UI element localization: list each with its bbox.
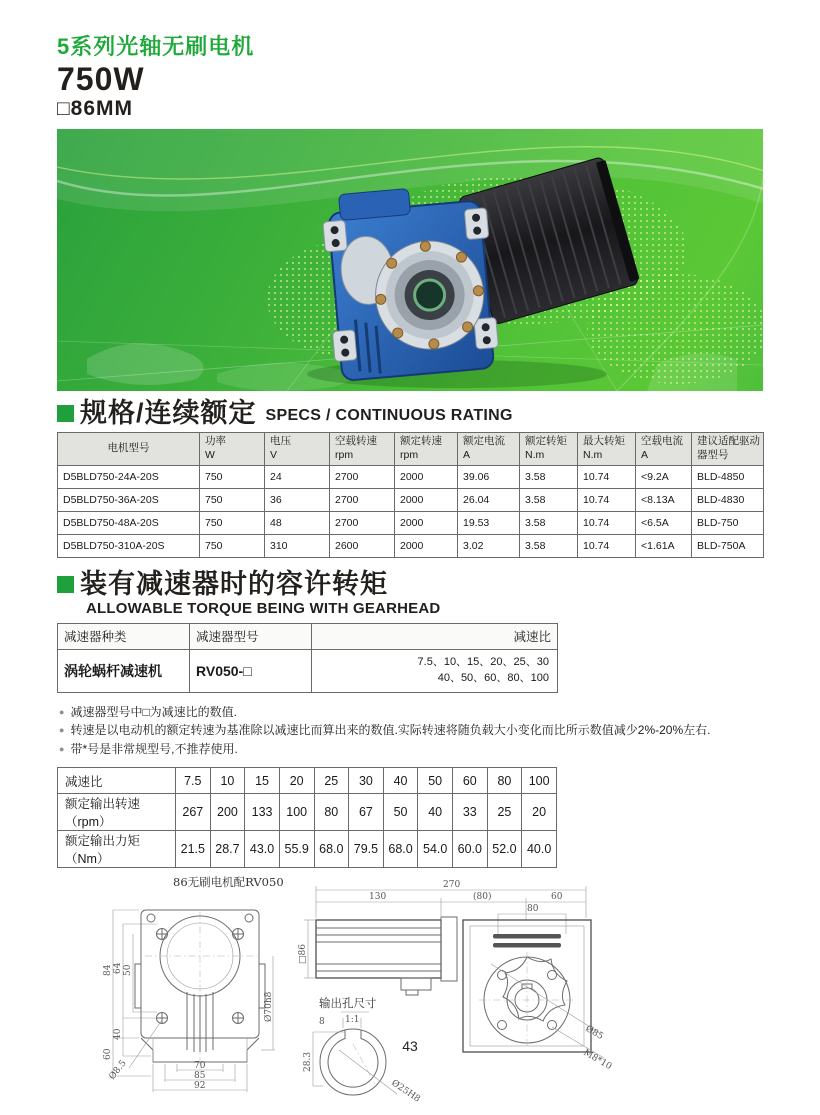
dim-70h8: Ø70h8 [264, 992, 274, 1023]
gearhead-col-type: 减速器种类 [58, 623, 190, 649]
note-text: 转速是以电动机的额定转速为基准除以减速比而算出来的数值.实际转速将随负载大小变化而比所示数值减少2%-20%左右. [70, 723, 711, 738]
ratio-table-cell: 52.0 [487, 831, 522, 868]
hero-banner [57, 129, 763, 391]
gearhead-ratios [312, 649, 558, 692]
front-view [103, 910, 275, 1092]
series-title: 5系列光轴无刷电机 [57, 34, 255, 59]
gearhead-model: RV050-□ [190, 649, 312, 692]
specs-table-cell: 39.06 [458, 465, 520, 488]
ratio-row-label: 额定输出转速（rpm） [58, 794, 176, 831]
ratio-table-cell: 30 [349, 768, 384, 794]
dim-80p: (80) [473, 892, 492, 903]
ratio-table-cell: 33 [453, 794, 488, 831]
specs-table-cell: 2000 [395, 488, 458, 511]
specs-table-cell: D5BLD750-310A-20S [58, 534, 200, 557]
specs-table-cell: 2000 [395, 465, 458, 488]
page-number: 43 [402, 1038, 418, 1054]
specs-table-row [58, 465, 764, 488]
note-text: 带*号是非常规型号,不推荐使用. [70, 741, 238, 756]
dim-8-5: Ø8.5 [107, 1058, 129, 1083]
specs-header-cell: 空载转速 rpm [330, 432, 395, 465]
ratio-table-cell: 50 [418, 768, 453, 794]
specs-table-cell: 3.58 [520, 465, 578, 488]
note-item [57, 703, 763, 722]
ratio-table-cell: 43.0 [245, 831, 280, 868]
ratio-table-cell: 100 [279, 794, 314, 831]
specs-table-cell: D5BLD750-48A-20S [58, 511, 200, 534]
dim-8: 8 [319, 1017, 325, 1028]
specs-header-cell: 最大转矩 N.m [578, 432, 636, 465]
ratios-line1: 7.5、10、15、20、25、30 [417, 655, 549, 668]
specs-table-cell: 10.74 [578, 534, 636, 557]
specs-table-cell: 3.58 [520, 488, 578, 511]
ratio-table-cell: 7.5 [176, 768, 211, 794]
specs-table-cell: <8.13A [636, 488, 692, 511]
ratio-row-label: 减速比 [58, 768, 176, 794]
gearhead-type: 涡轮蜗杆减速机 [58, 649, 190, 692]
specs-header-cell: 建议适配驱动器型号 [692, 432, 764, 465]
ratio-table-row [58, 794, 557, 831]
specs-table [57, 432, 764, 558]
specs-header-cell: 额定转速 rpm [395, 432, 458, 465]
ratio-table-cell: 60.0 [453, 831, 488, 868]
specs-title-cn: 规格/连续额定 [80, 397, 257, 428]
gearhead-section-title [57, 568, 763, 599]
ratio-table-body [58, 768, 557, 868]
notes-list [57, 703, 763, 759]
specs-table-cell: D5BLD750-24A-20S [58, 465, 200, 488]
specs-table-cell: 2000 [395, 534, 458, 557]
dim-dia85: Ø85 [583, 1024, 605, 1043]
specs-table-cell: <9.2A [636, 465, 692, 488]
gearhead-header-row [58, 623, 558, 649]
specs-table-row [58, 488, 764, 511]
dim-80: 80 [527, 904, 539, 915]
ratio-table-cell: 50 [383, 794, 418, 831]
dim-m8: M8*10 [581, 1048, 614, 1073]
bullet-icon: ● [59, 743, 65, 754]
dim-25h8: Ø25H8 [389, 1078, 422, 1105]
dim-270: 270 [443, 880, 461, 891]
specs-table-cell: 750 [200, 534, 265, 557]
detail-scale: 1:1 [345, 1015, 360, 1026]
bullet-icon: ● [59, 706, 65, 717]
gearhead-col-model: 减速器型号 [190, 623, 312, 649]
specs-table-cell: 750 [200, 465, 265, 488]
specs-table-cell: 2000 [395, 511, 458, 534]
frame-size: □86MM [57, 96, 134, 120]
specs-table-cell: 750 [200, 511, 265, 534]
specs-table-row [58, 511, 764, 534]
ratios-line2: 40、50、60、80、100 [437, 671, 549, 684]
ratio-table-cell: 20 [522, 794, 557, 831]
specs-table-cell: 2600 [330, 534, 395, 557]
ratio-table-cell: 68.0 [383, 831, 418, 868]
green-square-icon [57, 576, 74, 593]
specs-section-title [57, 397, 763, 428]
specs-table-cell: 48 [265, 511, 330, 534]
specs-header-cell: 电压 V [265, 432, 330, 465]
specs-table-row [58, 534, 764, 557]
gearhead-data-row [58, 649, 558, 692]
specs-table-cell: 2700 [330, 465, 395, 488]
ratio-table-cell: 28.7 [210, 831, 245, 868]
note-item [57, 740, 763, 759]
specs-header-cell: 功率 W [200, 432, 265, 465]
ratio-table-cell: 40.0 [522, 831, 557, 868]
specs-header-row [58, 432, 764, 465]
specs-header-cell: 空载电流 A [636, 432, 692, 465]
gearhead-title-en: ALLOWABLE TORQUE BEING WITH GEARHEAD [86, 599, 441, 617]
ratio-table-cell: 20 [279, 768, 314, 794]
dim-64: 64 [113, 962, 123, 975]
dim-28-3: 28.3 [303, 1052, 313, 1073]
specs-table-cell: 2700 [330, 488, 395, 511]
product-image [57, 129, 763, 391]
specs-header-cell: 电机型号 [58, 432, 200, 465]
specs-table-cell: 19.53 [458, 511, 520, 534]
dim-84: 84 [103, 964, 113, 977]
dim-sq86: □86 [298, 944, 308, 965]
specs-table-cell: 3.58 [520, 534, 578, 557]
ratio-table-cell: 79.5 [349, 831, 384, 868]
ratio-table-cell: 10 [210, 768, 245, 794]
dim-60: 60 [551, 892, 563, 903]
ratio-table-cell: 25 [487, 794, 522, 831]
ratio-table-cell: 200 [210, 794, 245, 831]
ratio-table-row [58, 768, 557, 794]
dim-130: 130 [369, 892, 387, 903]
gearhead-title-cn: 装有减速器时的容许转矩 [80, 568, 388, 599]
specs-table-cell: 750 [200, 488, 265, 511]
ratio-table-cell: 55.9 [279, 831, 314, 868]
green-square-icon [57, 405, 74, 422]
note-text: 减速器型号中□为减速比的数值. [70, 704, 238, 719]
specs-header-cell: 额定电流 A [458, 432, 520, 465]
gearhead-table [57, 623, 558, 693]
specs-table-cell: <1.61A [636, 534, 692, 557]
ratio-table-cell: 15 [245, 768, 280, 794]
ratio-table-cell: 60 [453, 768, 488, 794]
ratio-output-table [57, 767, 557, 868]
specs-table-cell: 3.02 [458, 534, 520, 557]
ratio-table-cell: 25 [314, 768, 349, 794]
specs-table-cell: BLD-750A [692, 534, 764, 557]
page-header [57, 0, 763, 121]
note-item [57, 721, 763, 740]
gearhead-col-ratio: 减速比 [312, 623, 558, 649]
dimension-drawing [61, 872, 621, 1110]
bullet-icon: ● [59, 725, 65, 736]
ratio-table-cell: 54.0 [418, 831, 453, 868]
ratio-table-cell: 21.5 [176, 831, 211, 868]
ratio-table-cell: 68.0 [314, 831, 349, 868]
dim-40: 40 [113, 1028, 123, 1041]
dim-92: 92 [194, 1081, 206, 1092]
ratio-table-cell: 80 [487, 768, 522, 794]
specs-header-cell: 额定转矩 N.m [520, 432, 578, 465]
specs-table-cell: 2700 [330, 511, 395, 534]
specs-table-cell: D5BLD750-36A-20S [58, 488, 200, 511]
ratio-row-label: 额定输出力矩（Nm） [58, 831, 176, 868]
ratio-table-cell: 40 [418, 794, 453, 831]
specs-table-cell: BLD-4850 [692, 465, 764, 488]
specs-table-cell: 26.04 [458, 488, 520, 511]
dim-85: 85 [194, 1071, 206, 1082]
dim-50: 50 [123, 964, 133, 977]
ratio-table-cell: 40 [383, 768, 418, 794]
ratio-table-cell: 100 [522, 768, 557, 794]
specs-table-cell: 310 [265, 534, 330, 557]
specs-table-cell: BLD-4830 [692, 488, 764, 511]
specs-table-body [58, 465, 764, 557]
ratio-table-cell: 80 [314, 794, 349, 831]
specs-table-cell: 10.74 [578, 488, 636, 511]
ratio-table-cell: 67 [349, 794, 384, 831]
ratio-table-cell: 133 [245, 794, 280, 831]
specs-table-cell: 24 [265, 465, 330, 488]
power-title: 750W [57, 61, 145, 97]
detail-title: 输出孔尺寸 [319, 996, 377, 1011]
dim-60: 60 [103, 1048, 113, 1061]
specs-table-cell: 3.58 [520, 511, 578, 534]
dim-70: 70 [194, 1061, 206, 1072]
specs-table-cell: 10.74 [578, 465, 636, 488]
ratio-table-cell: 267 [176, 794, 211, 831]
drawing-title: 86无刷电机配RV050 [173, 875, 284, 890]
specs-table-cell: <6.5A [636, 511, 692, 534]
specs-table-cell: BLD-750 [692, 511, 764, 534]
specs-table-cell: 36 [265, 488, 330, 511]
ratio-table-row [58, 831, 557, 868]
specs-table-cell: 10.74 [578, 511, 636, 534]
specs-title-en: SPECS / CONTINUOUS RATING [265, 406, 513, 424]
